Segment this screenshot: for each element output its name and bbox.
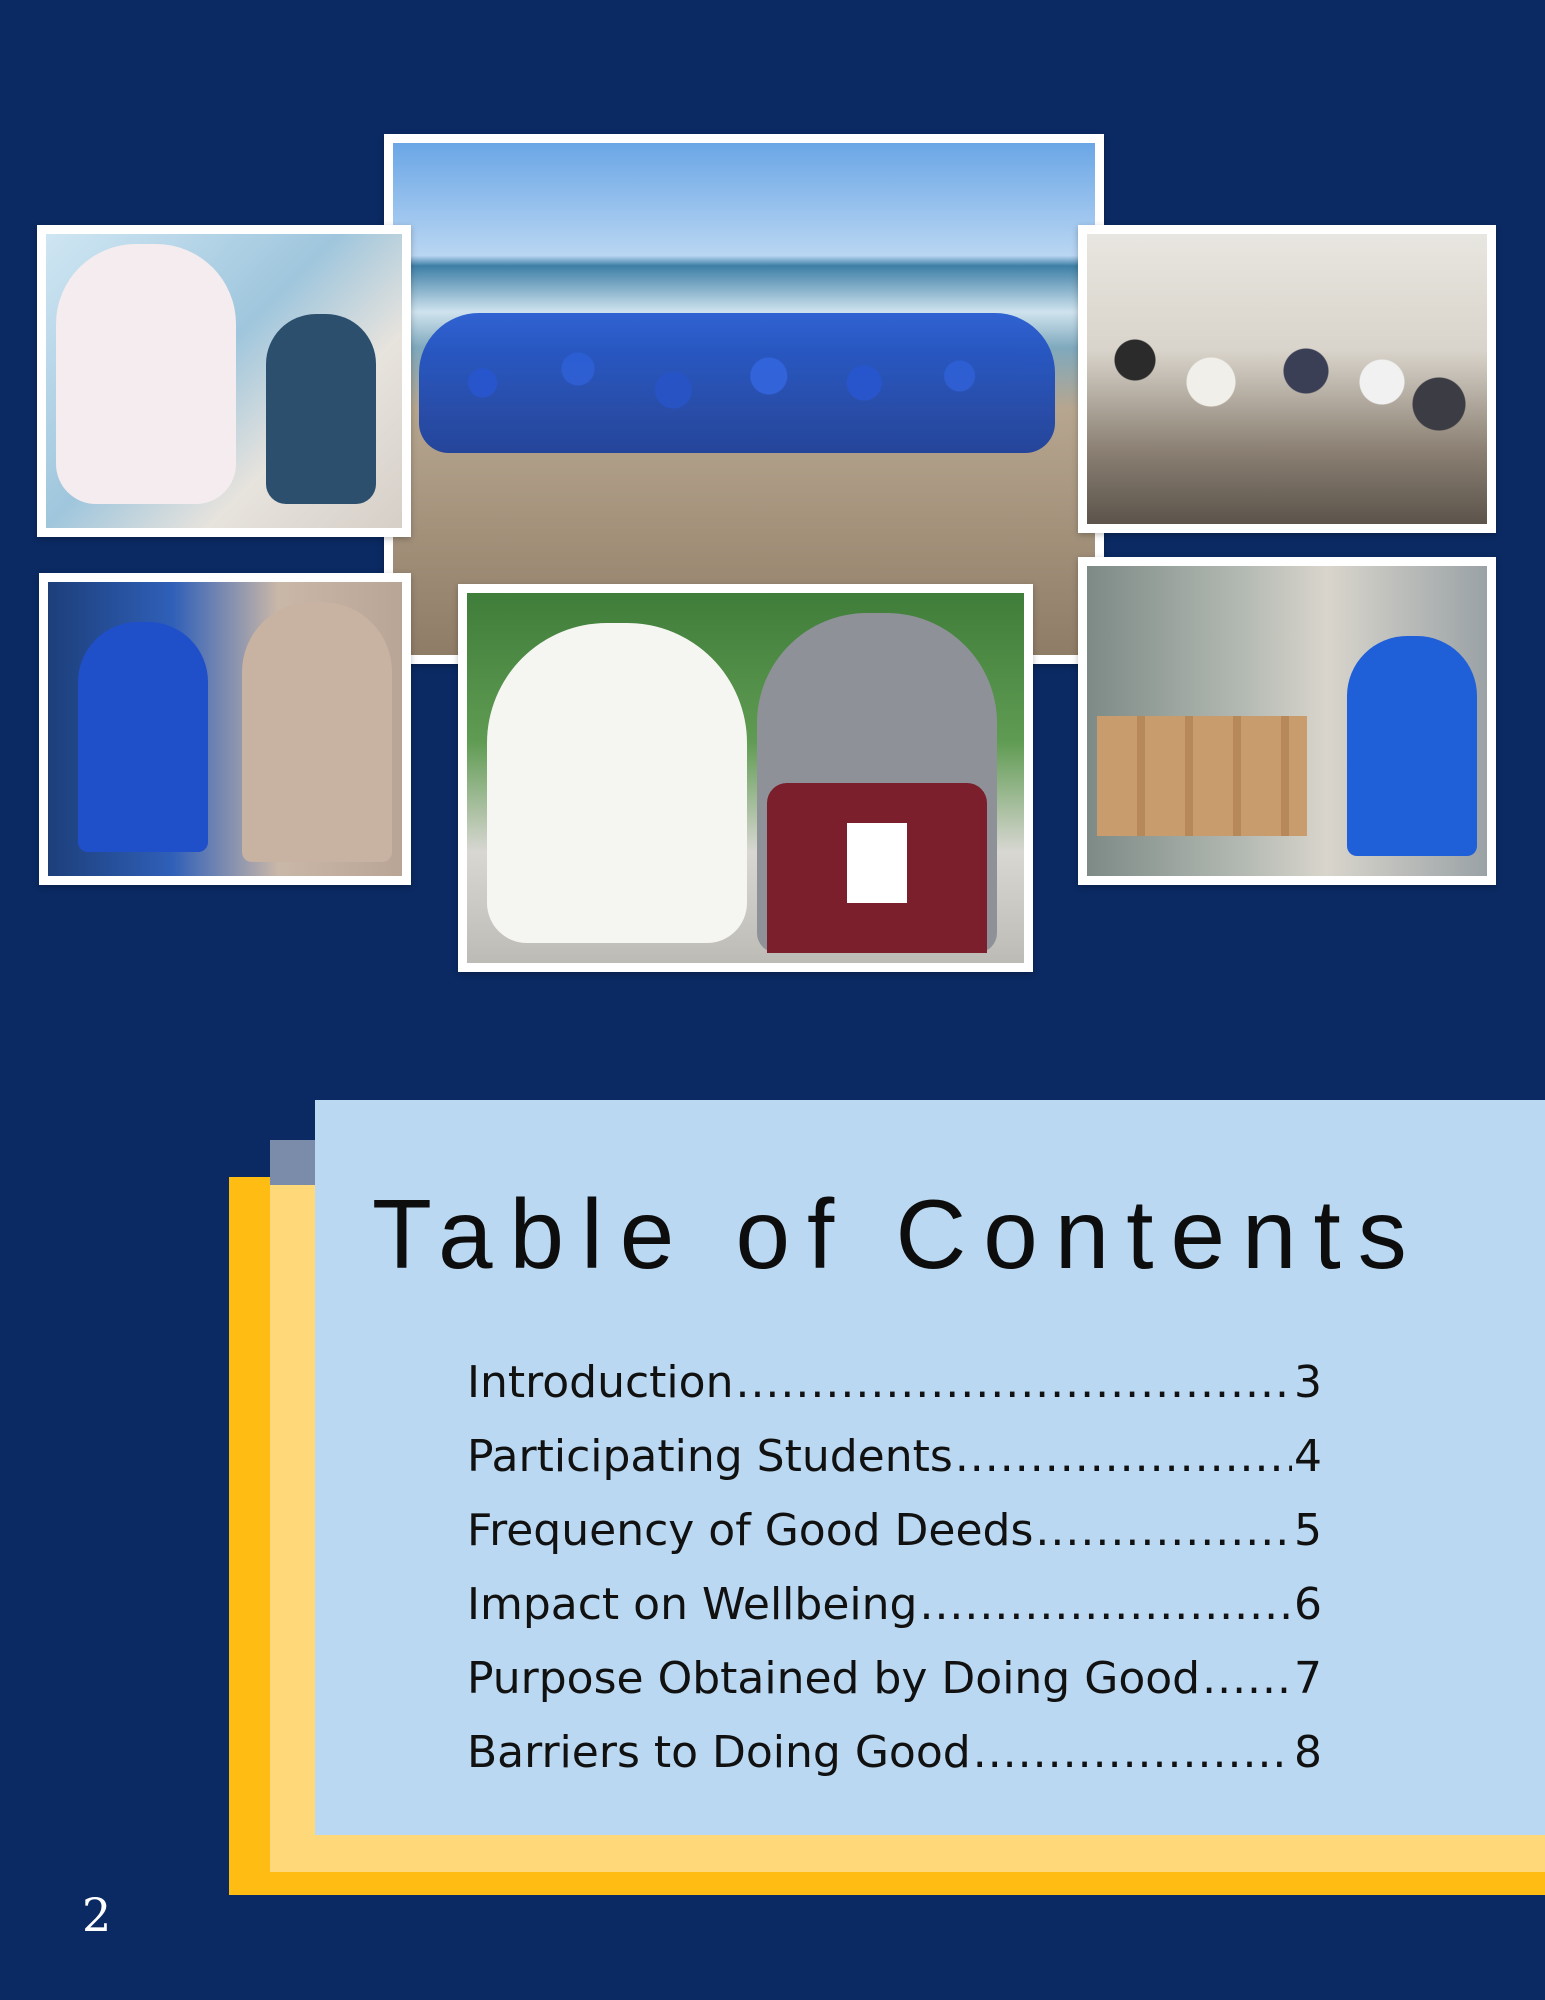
toc-entry-page: 5 — [1294, 1505, 1322, 1556]
toc-entry-page: 6 — [1294, 1579, 1322, 1630]
toc-entry[interactable] — [467, 1579, 1322, 1653]
toc-entry-page: 7 — [1294, 1653, 1322, 1704]
toc-entry-label: Purpose Obtained by Doing Good — [467, 1653, 1201, 1704]
toc-entry-label: Barriers to Doing Good — [467, 1727, 971, 1778]
toc-leader-dots — [919, 1579, 1292, 1630]
toc-entry[interactable] — [467, 1727, 1322, 1801]
toc-entry-page: 8 — [1294, 1727, 1322, 1778]
toc-entry-page: 4 — [1294, 1431, 1322, 1482]
toc-leader-dots — [1035, 1505, 1292, 1556]
student-conversation-photo — [39, 573, 411, 885]
toc-list — [467, 1357, 1322, 1801]
toc-entry-label: Participating Students — [467, 1431, 953, 1482]
mascots-photo — [458, 584, 1033, 972]
student-crowd-shape — [419, 313, 1055, 453]
bag-donation-photo — [1078, 557, 1496, 885]
toc-leader-dots — [735, 1357, 1292, 1408]
toc-leader-dots — [973, 1727, 1292, 1778]
toc-entry-label: Impact on Wellbeing — [467, 1579, 918, 1630]
toc-entry-page: 3 — [1294, 1357, 1322, 1408]
toc-entry[interactable] — [467, 1357, 1322, 1431]
toc-leader-dots — [955, 1431, 1292, 1482]
page-number: 2 — [82, 1888, 112, 1942]
bunny-mascot-photo — [37, 225, 411, 537]
toc-entry[interactable] — [467, 1431, 1322, 1505]
toc-entry[interactable] — [467, 1505, 1322, 1579]
toc-entry-label: Frequency of Good Deeds — [467, 1505, 1034, 1556]
toc-leader-dots — [1202, 1653, 1292, 1704]
toc-title: Table of Contents — [372, 1179, 1424, 1289]
classroom-drawings-photo — [1078, 225, 1496, 533]
toc-entry-label: Introduction — [467, 1357, 734, 1408]
toc-entry[interactable] — [467, 1653, 1322, 1727]
